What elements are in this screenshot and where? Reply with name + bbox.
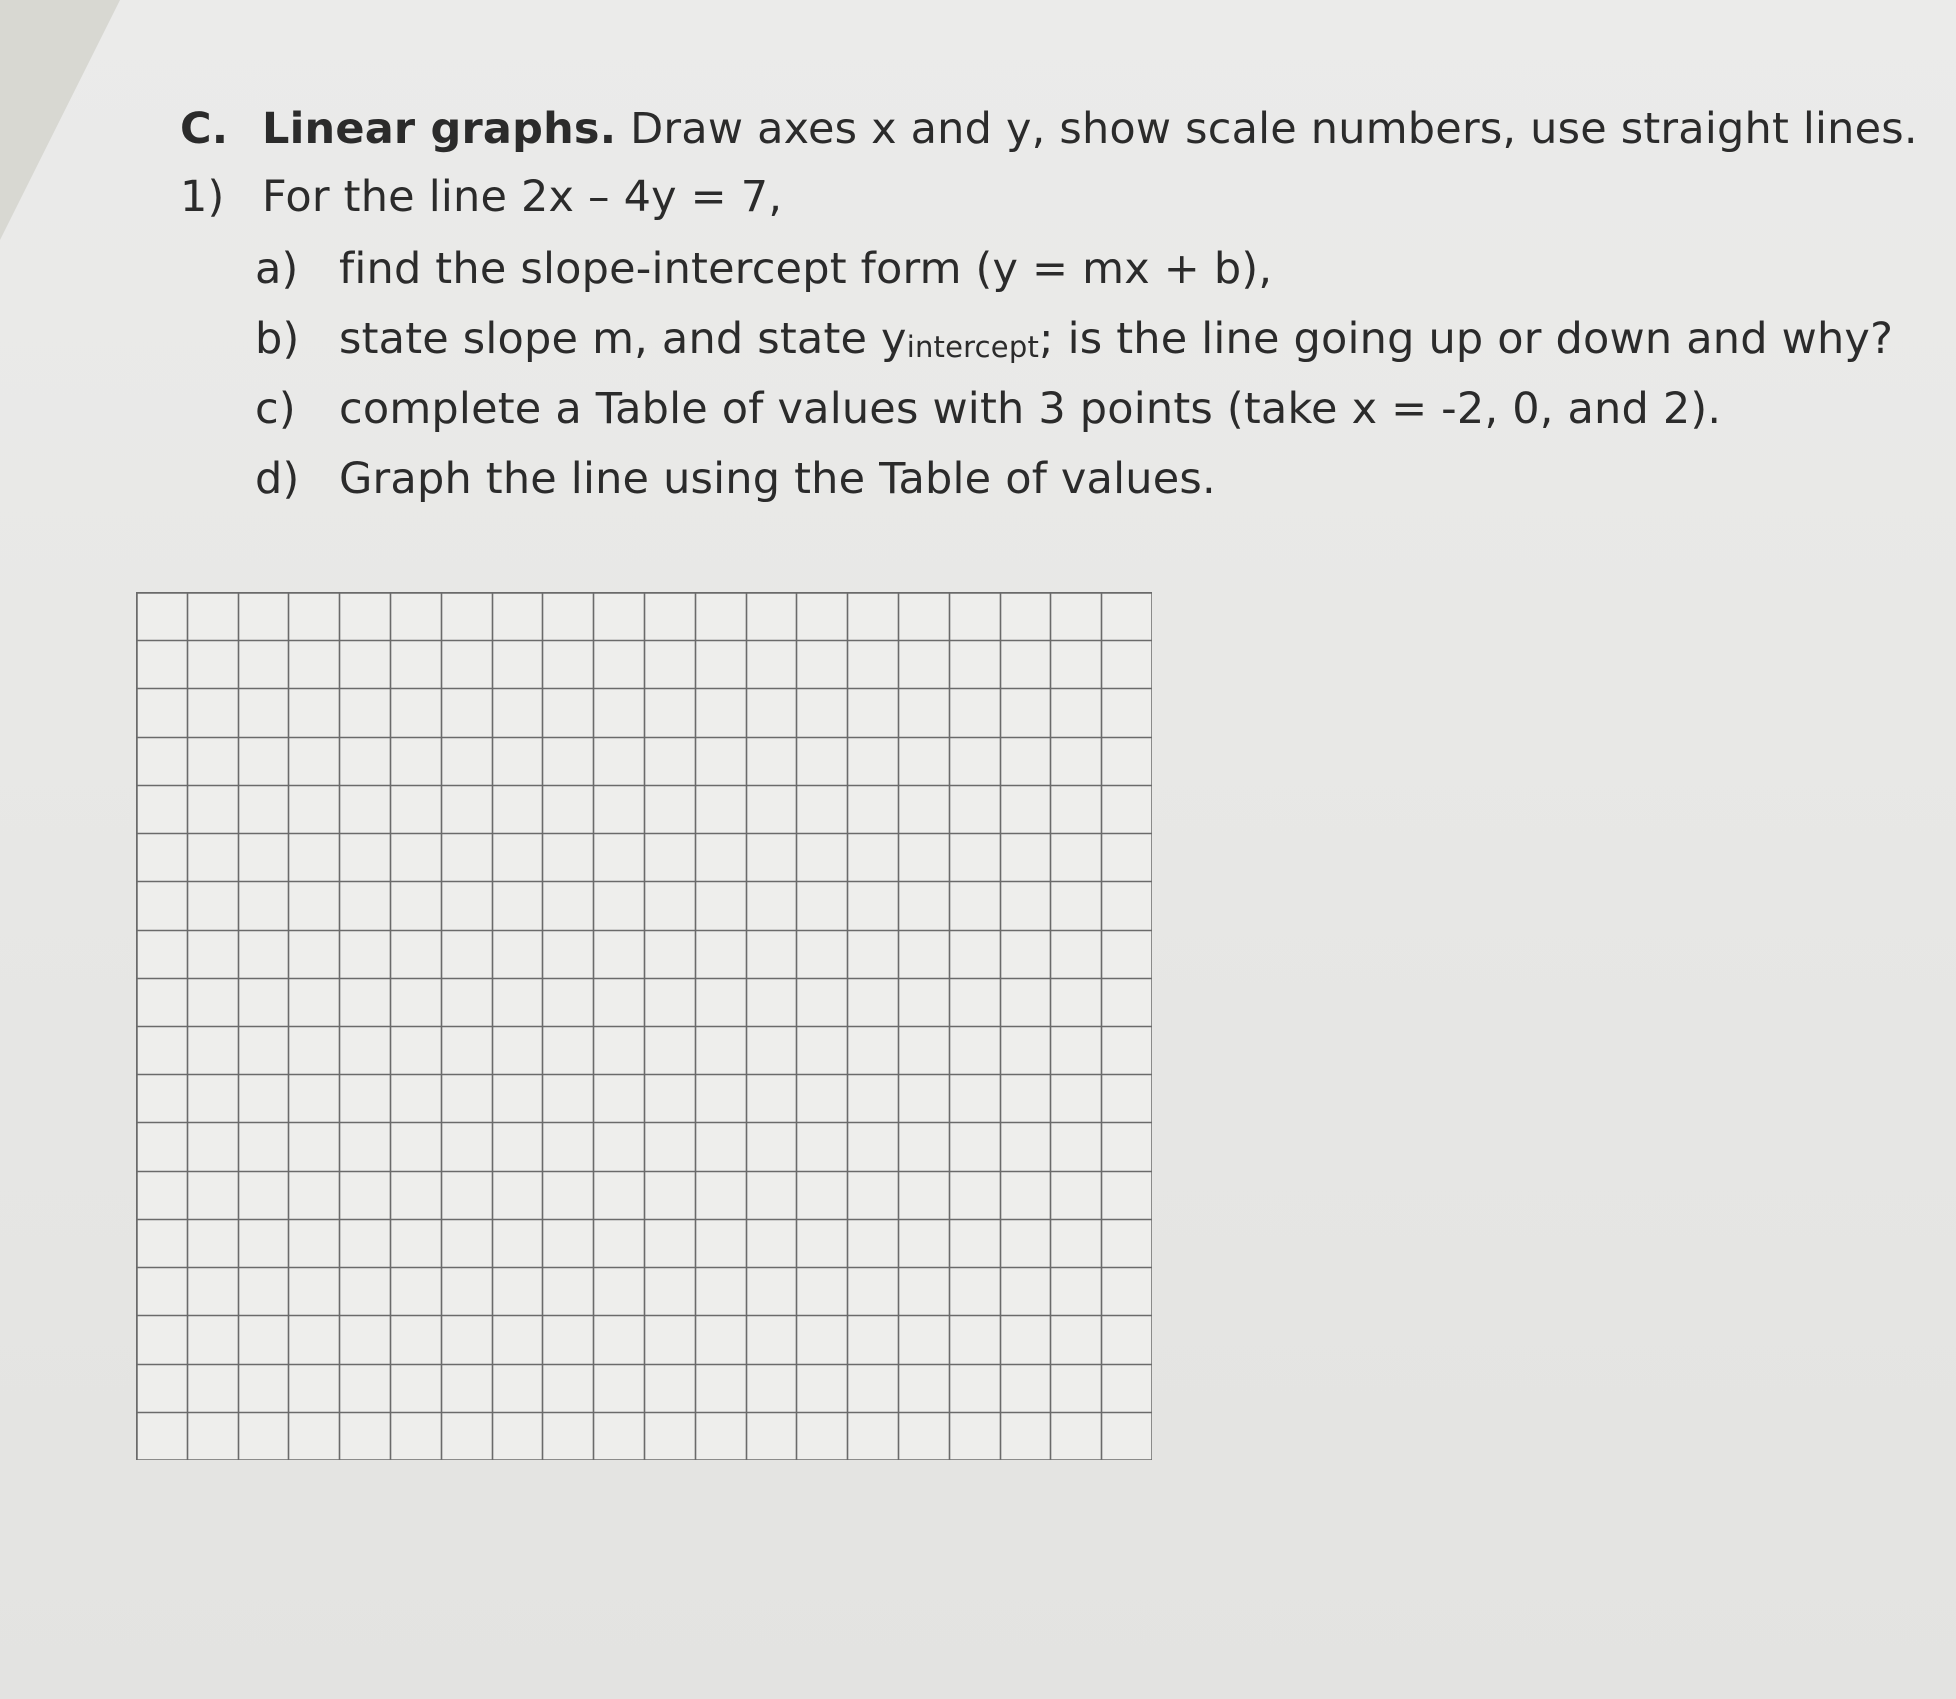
- graph-grid[interactable]: [136, 592, 1152, 1460]
- part-d-text: Graph the line using the Table of values.: [339, 454, 1216, 504]
- question-text: For the line 2x – 4y = 7,: [262, 172, 783, 222]
- part-d-marker: d): [255, 454, 300, 504]
- part-a-marker: a): [255, 244, 299, 294]
- part-b-text-before: state slope m, and state y: [339, 314, 907, 364]
- part-c-text: complete a Table of values with 3 points (take x = -2, 0, and 2).: [339, 384, 1722, 434]
- question-1: [180, 172, 782, 222]
- section-title: Linear graphs.: [262, 104, 617, 154]
- page-fold-corner: [0, 0, 120, 240]
- section-instruction: Draw axes x and y, show scale numbers, use straight lines.: [616, 104, 1918, 154]
- section-heading: [180, 104, 1918, 154]
- part-b-marker: b): [255, 314, 300, 364]
- question-number: 1): [180, 172, 225, 222]
- section-marker: C.: [180, 104, 229, 154]
- part-d: [255, 454, 1216, 504]
- part-c-marker: c): [255, 384, 296, 434]
- part-b-subscript: intercept: [906, 330, 1040, 364]
- part-a: [255, 244, 1272, 294]
- part-b-text-after: ; is the line going up or down and why?: [1039, 314, 1894, 364]
- part-c: [255, 384, 1721, 434]
- part-b: [255, 314, 1893, 364]
- part-a-text: find the slope-intercept form (y = mx + b),: [339, 244, 1273, 294]
- graph-grid-svg[interactable]: [136, 592, 1152, 1460]
